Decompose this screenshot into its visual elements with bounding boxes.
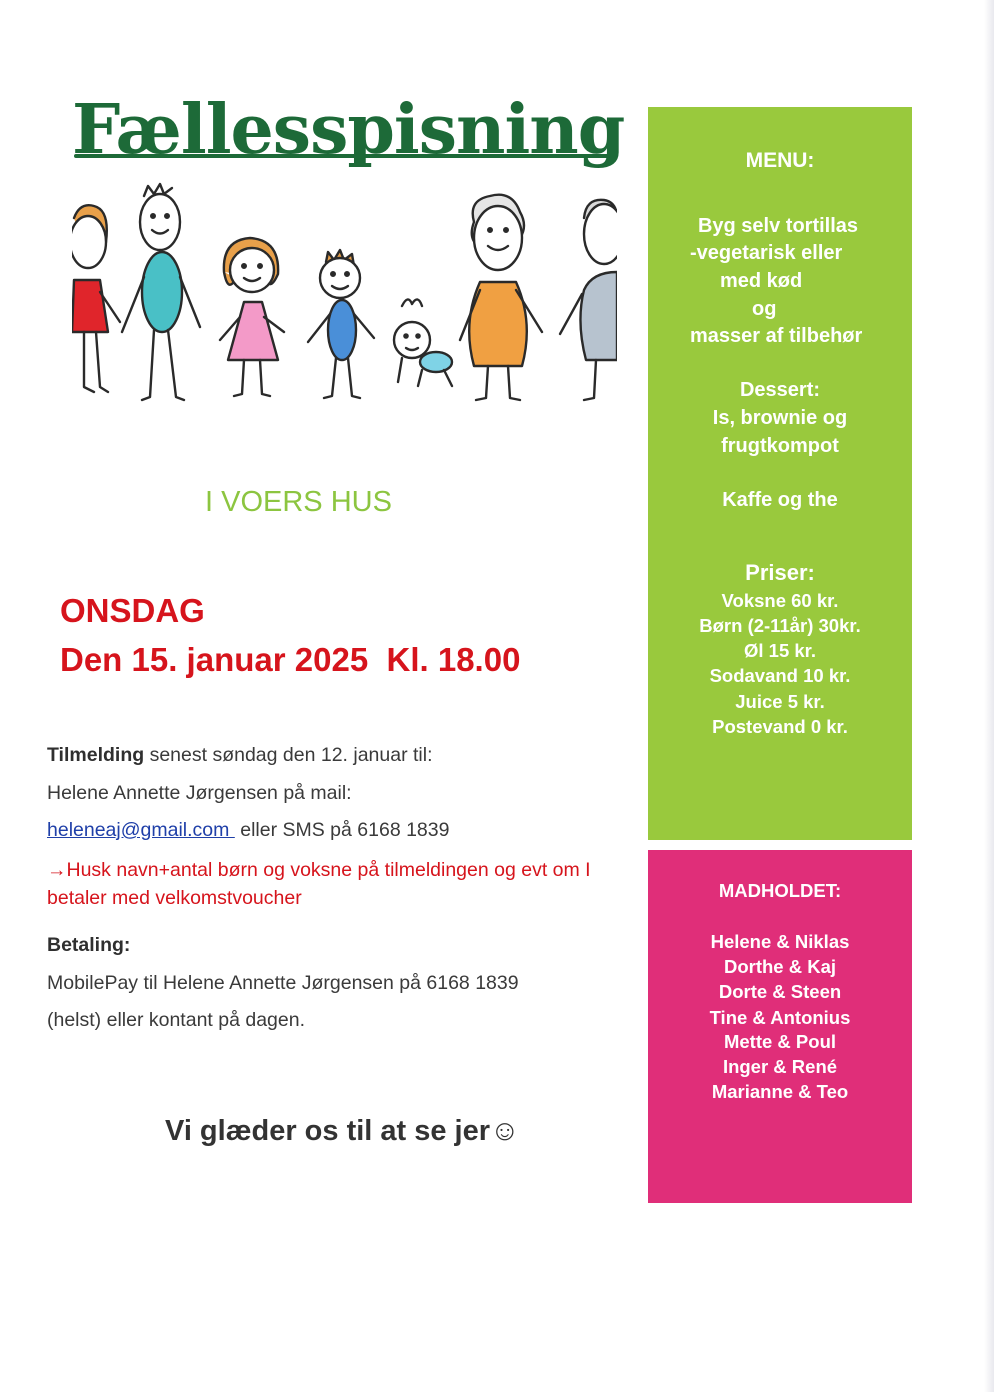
arrow-icon: → (47, 859, 67, 881)
team-member: Marianne & Teo (711, 1081, 849, 1102)
menu-heading: MENU: (745, 149, 815, 172)
event-day: ONSDAG (60, 592, 205, 629)
signup-line (47, 744, 433, 767)
payment-heading: Betaling: (47, 934, 131, 956)
menu-main-4: og (752, 298, 777, 320)
price-item: Voksne 60 kr. (721, 590, 839, 611)
signup-reminder (47, 856, 647, 912)
title-underline (74, 154, 611, 158)
figure-grandpa-grey (560, 200, 617, 400)
dessert-line-2: frugtkompot (721, 435, 839, 457)
prices-heading: Priser: (745, 560, 815, 585)
family-illustration (72, 182, 617, 410)
team-member: Mette & Poul (723, 1031, 837, 1052)
menu-main-2: -vegetarisk eller (690, 242, 843, 264)
dessert-line-1: Is, brownie og (712, 407, 848, 429)
team-heading: MADHOLDET: (718, 880, 842, 901)
figure-man-teal (122, 184, 200, 400)
signup-contact: Helene Annette Jørgensen på mail: (47, 782, 352, 804)
menu-main-3: med kød (720, 270, 803, 292)
payment-line-1: MobilePay til Helene Annette Jørgensen på 6168 1839 (47, 972, 519, 994)
payment-line-2: (helst) eller kontant på dagen. (47, 1009, 305, 1031)
flyer-title: Fællesspisning (72, 90, 625, 170)
reminder-text: Husk navn+antal børn og voksne på tilmeldingen og evt om I betaler med velkomstvoucher (47, 859, 591, 909)
price-item: Børn (2-11år) 30kr. (699, 615, 861, 636)
team-member: Dorte & Steen (718, 981, 842, 1002)
signup-heading: Tilmelding (47, 744, 145, 766)
signup-email-line (47, 819, 449, 842)
price-item: Juice 5 kr. (735, 691, 825, 712)
signup-deadline: senest søndag den 12. januar til: (144, 744, 433, 766)
figure-baby (394, 299, 452, 386)
closing-greeting: Vi glæder os til at se jer☺ (165, 1115, 520, 1147)
price-item: Postevand 0 kr. (712, 716, 848, 737)
team-member: Dorthe & Kaj (723, 956, 837, 977)
email-link[interactable]: heleneaj@gmail.com (47, 819, 235, 841)
menu-panel (648, 107, 912, 840)
price-item: Sodavand 10 kr. (709, 665, 851, 686)
menu-main-5: masser af tilbehør (690, 325, 863, 347)
price-item: Øl 15 kr. (744, 640, 816, 661)
team-member: Tine & Antonius (709, 1007, 851, 1028)
figure-grandma-orange (460, 195, 542, 400)
drinks-line: Kaffe og the (722, 489, 838, 511)
venue-label: I VOERS HUS (205, 486, 392, 518)
figure-woman-red (72, 205, 120, 392)
event-datetime: Den 15. januar 2025 Kl. 18.00 (60, 641, 521, 678)
page-edge-shadow (984, 0, 994, 1392)
figure-girl-pink (220, 238, 284, 396)
figure-boy-blue (308, 250, 374, 398)
team-member: Helene & Niklas (710, 931, 850, 952)
dessert-heading: Dessert: (739, 379, 821, 401)
sms-text: eller SMS på 6168 1839 (234, 819, 450, 841)
menu-main-1: Byg selv tortillas (697, 215, 859, 237)
team-member: Inger & René (722, 1056, 838, 1077)
team-panel (648, 850, 912, 1203)
